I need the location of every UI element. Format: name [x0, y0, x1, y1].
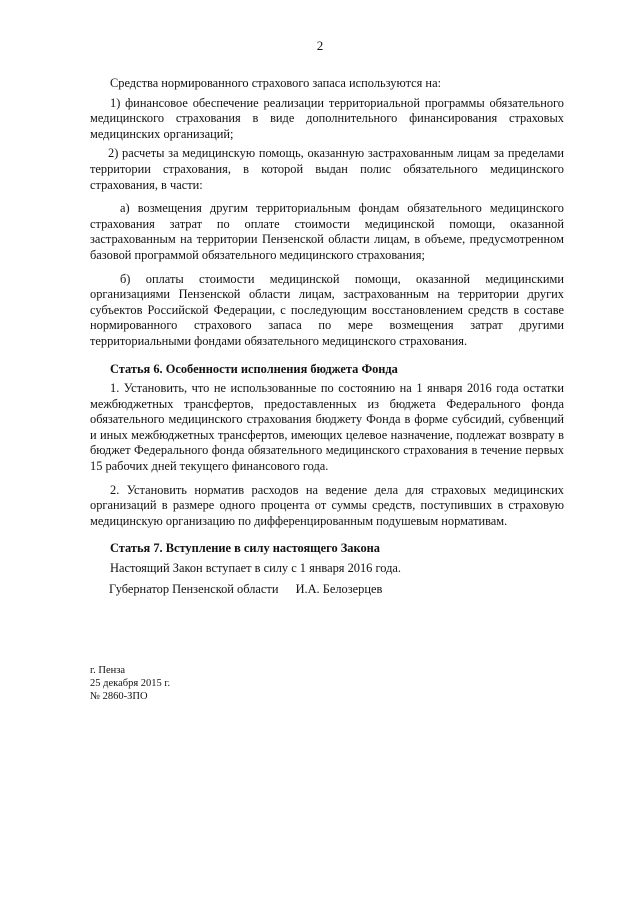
article-6-paragraph-1: 1. Установить, что не использованные по состоянию на 1 января 2016 года остатки межбюджетных трансфертов, предоставленных из бюджета Федерального фонда обязательного медицинского страхования бюджету Фонда в форме субсидий, субвенций и иных межбюджетных трансфертов, имеющих целевое назначение, подлежат возврату в бюджет Федерального фонда обязательного медицинского страхования в течение первых 15 рабочих дней текущего финансового года. — [90, 381, 564, 474]
paragraph-item-2: 2) расчеты за медицинскую помощь, оказанную застрахованным лицам за пределами территории страхования, в которой выдан полис обязательного медицинского страхования, в части: — [90, 146, 564, 192]
page-number: 2 — [316, 38, 324, 53]
document-footer — [90, 664, 170, 703]
footer-city: г. Пенза — [90, 665, 126, 676]
paragraph-item-1: 1) финансовое обеспечение реализации территориальной программы обязательного медицинского страхования в виде дополнительного финансирования страховых медицинских организаций; — [90, 95, 564, 141]
article-6-heading: Статья 6. Особенности исполнения бюджета Фонда — [110, 361, 398, 376]
signatory-title: Губернатор Пензенской области — [109, 582, 279, 596]
paragraph-subitem-b: б) оплаты стоимости медицинской помощи, оказанной медицинскими организациями Пензенской области лицам, застрахованным на территории других субъектов Российской Федерации, с последующим восстановлением средств в составе нормированного страхового запаса по мере возмещения затрат другими территориальными фондами обязательного медицинского страхования. — [90, 271, 564, 348]
signatory-name: И.А. Белозерцев — [295, 582, 383, 596]
footer-number: № 2860-ЗПО — [90, 691, 148, 702]
article-7-heading: Статья 7. Вступление в силу настоящего Закона — [110, 541, 380, 556]
paragraph-intro: Средства нормированного страхового запаса используются на: — [110, 76, 442, 90]
article-6-paragraph-2: 2. Установить норматив расходов на ведение дела для страховых медицинских организаций в размере одного процента от суммы средств, поступивших в страховую медицинскую организацию по дифференцированным подушевым нормативам. — [90, 482, 564, 528]
footer-date: 25 декабря 2015 г. — [90, 678, 171, 689]
signature-block — [109, 582, 382, 597]
paragraph-subitem-a: а) возмещения другим территориальным фондам обязательного медицинского страхования затрат по оплате стоимости медицинской помощи, оказанной застрахованным на территории Пензенской области лицам, в объеме, предусмотренном базовой программой обязательного медицинского страхования; — [90, 201, 564, 262]
document-body — [90, 76, 564, 577]
article-7-paragraph: Настоящий Закон вступает в силу с 1 января 2016 года. — [110, 561, 401, 576]
